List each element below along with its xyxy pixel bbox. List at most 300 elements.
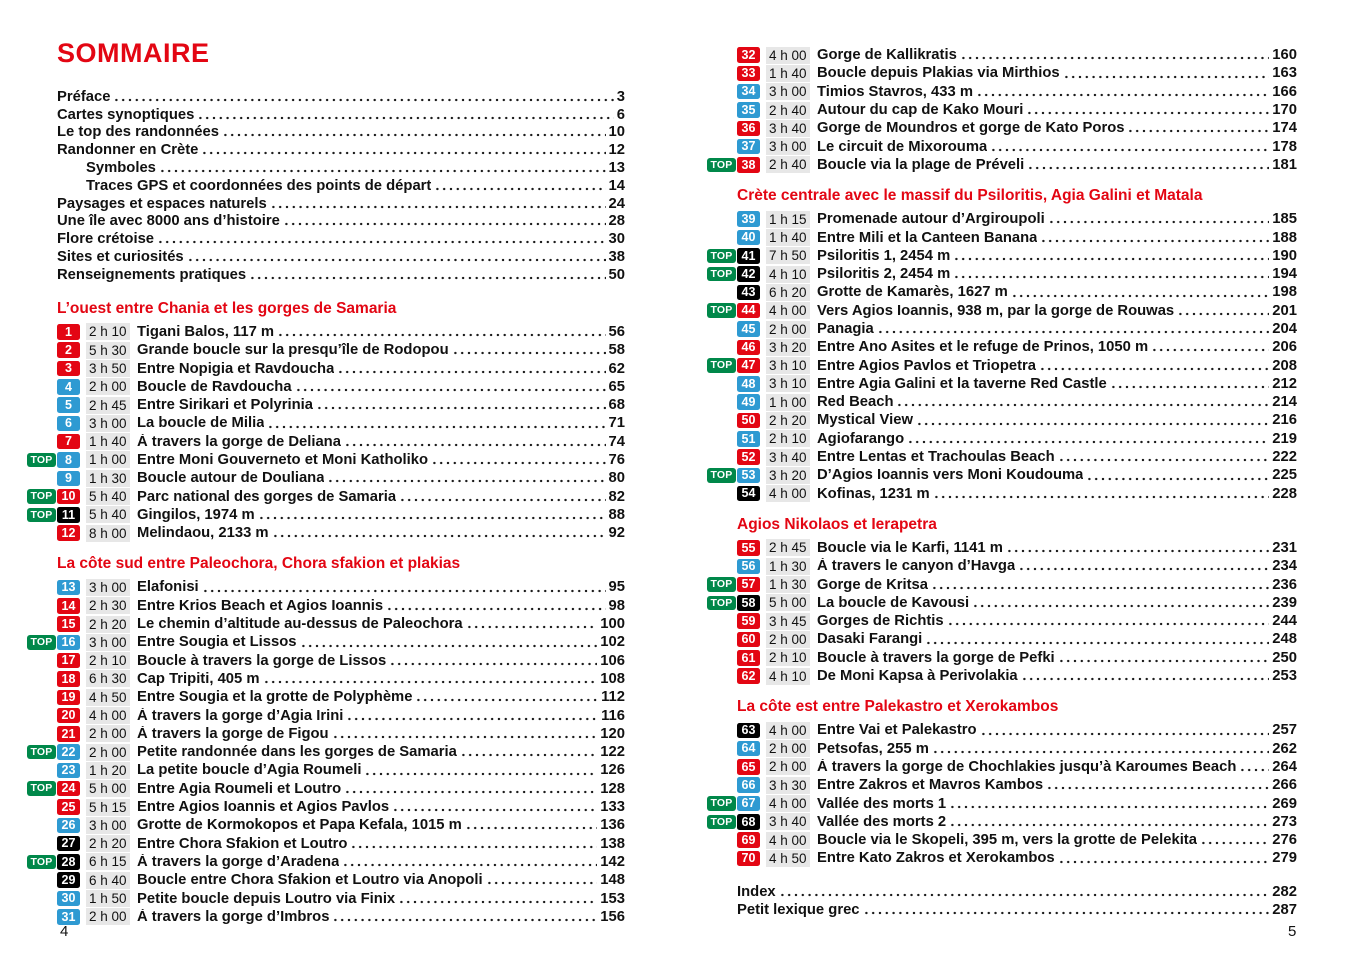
page-ref: 273 [1272,813,1297,830]
duration-chip: 4 h 50 [86,689,130,706]
trail-title: Entre Sougia et la grotte de Polyphème [137,689,413,706]
toc-trail-entry [737,649,1297,667]
dot-leader [1200,840,1269,846]
duration-chip: 2 h 45 [86,397,130,414]
page-ref: 174 [1272,120,1297,137]
dot-leader [916,421,1269,427]
trail-number-badge: 64 [737,741,760,757]
dot-leader [272,533,606,539]
front-matter-row-label: Paysages et espaces naturels [57,195,267,212]
top-badge-slot [707,265,736,283]
toc-trail-entry [57,341,625,359]
page-ref: 95 [608,579,625,596]
page-ref: 108 [600,670,625,687]
toc-trail-entry [57,359,625,377]
dot-leader [1063,74,1270,80]
toc-trail-entry [737,849,1297,867]
toc-trail-entry [737,831,1297,849]
trail-title: Entre Kato Zakros et Xerokambos [817,850,1055,867]
page-ref: 28 [608,213,625,230]
front-matter-row-label: Le top des randonnées [57,124,219,141]
top-badge-slot [707,794,736,812]
page-ref: 56 [608,323,625,340]
top-badge-slot [707,466,736,484]
front-matter-row-label: Traces GPS et coordonnées des points de départ [86,177,432,194]
page-ref: 204 [1272,321,1297,337]
toc-trail-entry [737,101,1297,119]
duration-chip: 5 h 40 [86,488,130,505]
front-matter-row-label: Symboles [86,160,156,177]
trail-number-badge: 63 [737,723,760,739]
trail-title: Gorge de Kallikratis [817,47,957,64]
dot-leader [113,97,613,103]
dot-leader [399,497,605,503]
page-ref: 212 [1272,375,1297,392]
toc-trail-entry [737,485,1297,503]
trail-number-badge: 60 [737,632,760,648]
trail-title: Parc national des gorges de Samaria [137,488,397,505]
duration-chip: 3 h 10 [766,357,810,374]
toc-trail-entry [710,265,1297,283]
section-heading: Agios Nikolaos et Ierapetra [737,515,937,533]
page-ref: 133 [600,799,625,816]
trail-number-badge: 59 [737,613,760,629]
trail-title: La petite boucle d’Agia Roumeli [137,762,362,779]
trail-title: Entre Zakros et Mavros Kambos [817,777,1044,794]
duration-chip: 2 h 10 [86,652,130,669]
page-ref: 253 [1272,668,1297,685]
front-matter-row-label: Renseignements pratiques [57,266,247,283]
dot-leader [415,697,598,703]
folio-right: 5 [1288,923,1297,940]
duration-chip: 4 h 00 [766,485,810,502]
toc-trail-entry [57,761,625,779]
duration-chip: 2 h 00 [766,321,810,338]
trail-number-badge: 39 [737,211,760,227]
page-ref: 3 [616,88,625,105]
front-matter-row-label: Randonner en Crète [57,142,199,159]
toc-trail-entry [737,338,1297,356]
page-ref: 214 [1272,394,1297,411]
folio-left: 4 [60,923,69,940]
dot-leader [1239,767,1269,773]
toc-trail-entry [57,871,625,889]
trail-title: Elafonisi [137,579,199,596]
page-ref: 244 [1272,613,1297,630]
top-badge: TOP [707,596,736,611]
dot-leader [953,256,1269,262]
trail-number-badge: 66 [737,777,760,793]
trail-title: Boucle de Ravdoucha [137,378,292,395]
top-badge-slot [707,813,736,831]
dot-leader [1011,293,1269,299]
page-ref: 82 [608,488,625,505]
page-ref: 208 [1272,357,1297,374]
page-ref: 88 [608,506,625,523]
page-ref: 100 [600,616,625,633]
left-page-column [30,38,625,926]
page-ref: 250 [1272,649,1297,666]
toc-trail-entry [710,466,1297,484]
trail-number-badge: 48 [737,376,760,392]
dot-leader [300,643,598,649]
toc-trail-entry [57,670,625,688]
end-matter-row-label: Petit lexique grec [737,902,860,919]
page-ref: 190 [1272,247,1297,264]
dot-leader [197,115,613,121]
page-ref: 120 [600,725,625,742]
duration-chip: 1 h 15 [766,211,810,228]
trail-title: Gingilos, 1974 m [137,506,255,523]
dot-leader [277,332,605,338]
toc-trail-entry [30,743,625,761]
page-ref: 269 [1272,795,1297,812]
toc-trail-entry [30,780,625,798]
trail-title: Gorge de Moundros et gorge de Kato Poros [817,120,1125,137]
duration-chip: 2 h 20 [766,412,810,429]
duration-chip: 5 h 30 [86,342,130,359]
trail-number-badge: 30 [57,891,80,907]
dot-leader [980,731,1270,737]
toc-trail-entry [710,302,1297,320]
dot-leader [925,640,1269,646]
page-ref: 156 [600,908,625,925]
trail-title: Entre Chora Sfakion et Loutro [137,835,348,852]
toc-trail-entry [737,210,1297,228]
trail-title: Le chemin d’altitude au-dessus de Paleochora [137,616,463,633]
trail-number-badge: 36 [737,121,760,137]
trail-title: Boucle via le Skopeli, 395 m, vers la grotte de Pelekita [817,832,1197,849]
end-matter-list [737,884,1297,920]
page-ref: 106 [600,652,625,669]
dot-leader [1127,128,1269,134]
page-ref: 10 [608,124,625,141]
duration-chip: 2 h 00 [766,631,810,648]
trail-number-badge: 57 [737,577,760,593]
trail-title: Entre Moni Gouverneto et Moni Katholiko [137,451,429,468]
dot-leader [960,55,1269,61]
trail-number-badge: 35 [737,102,760,118]
page-ref: 92 [608,525,625,542]
top-badge: TOP [707,358,736,373]
dot-leader [187,257,606,263]
trail-number-badge: 49 [737,394,760,410]
toc-trail-entry [710,575,1297,593]
toc-trail-entry [57,323,625,341]
top-badge-slot [707,302,736,320]
front-matter-row [57,124,625,142]
trail-title: Agiofarango [817,430,905,447]
trail-number-badge: 55 [737,540,760,556]
page-ref: 188 [1272,229,1297,246]
page-ref: 236 [1272,576,1297,593]
toc-trail-entry [737,667,1297,685]
page-ref: 225 [1272,467,1297,484]
trail-title: À travers la gorge de Chochlakies jusqu’à Karoumes Beach [817,758,1237,775]
toc-trail-entry [737,776,1297,794]
trail-number-badge: 27 [57,836,80,852]
duration-chip: 6 h 20 [766,284,810,301]
trail-number-badge: 58 [737,595,760,611]
trail-number-badge: 16 [57,635,80,651]
trail-number-badge: 7 [57,434,80,450]
front-matter-row-label: Sites et curiosités [57,249,184,266]
page-ref: 65 [608,378,625,395]
trail-title: Panagia [817,321,874,337]
duration-chip: 2 h 00 [86,908,130,925]
trail-number-badge: 5 [57,397,80,413]
toc-trail-entry [737,228,1297,246]
dot-leader [157,239,605,245]
trail-number-badge: 70 [737,851,760,867]
trail-title: Grotte de Kamarès, 1627 m [817,284,1008,301]
page-ref: 126 [600,762,625,779]
duration-chip: 1 h 30 [766,576,810,593]
duration-chip: 3 h 00 [86,634,130,651]
toc-trail-entry [57,597,625,615]
dot-leader [202,588,606,594]
trail-title: Entre Krios Beach et Agios Ioannis [137,597,384,614]
top-badge-slot [707,594,736,612]
dot-leader [907,439,1269,445]
trail-title: De Moni Kapsa à Perivolakia [817,668,1018,685]
trail-number-badge: 61 [737,650,760,666]
trail-number-badge: 51 [737,431,760,447]
trail-title: À travers la gorge de Deliana [137,433,341,450]
trail-number-badge: 54 [737,486,760,502]
toc-trail-entry [737,411,1297,429]
duration-chip: 1 h 00 [766,394,810,411]
toc-trail-entry [57,396,625,414]
dot-leader [316,405,606,411]
dot-leader [364,771,597,777]
page-ref: 128 [600,780,625,797]
trail-title: À travers la gorge d’Agia Irini [137,707,344,724]
trail-title: Red Beach [817,394,894,411]
dot-leader [283,221,606,227]
duration-chip: 4 h 00 [766,795,810,812]
page-ref: 216 [1272,412,1297,429]
trail-title: Entre Agios Ioannis et Agios Pavlos [137,799,390,816]
trail-number-badge: 24 [57,781,80,797]
page-ref: 68 [608,397,625,414]
trail-title: Psiloritis 2, 2454 m [817,266,951,283]
page-ref: 266 [1272,777,1297,794]
front-matter-row-label: Cartes synoptiques [57,106,195,123]
dot-leader [392,807,597,813]
page-ref: 98 [608,597,625,614]
page-ref: 170 [1272,102,1297,119]
dot-leader [434,186,605,192]
top-badge: TOP [707,796,736,811]
trail-number-badge: 41 [737,248,760,264]
trail-title: Dasaki Farangi [817,631,923,648]
top-badge-slot [27,633,56,651]
page-ref: 194 [1272,266,1297,283]
dot-leader [779,892,1270,898]
page-ref: 102 [600,634,625,651]
page-ref: 163 [1272,65,1297,82]
trail-number-badge: 67 [737,796,760,812]
trail-number-badge: 52 [737,449,760,465]
front-matter-row-label: Préface [57,88,111,105]
dot-leader [953,274,1269,280]
toc-trail-entry [57,889,625,907]
trail-number-badge: 68 [737,814,760,830]
dot-leader [1177,311,1269,317]
toc-trail-entry [710,247,1297,265]
trail-title: Timios Stavros, 433 m [817,83,973,100]
duration-chip: 5 h 15 [86,799,130,816]
front-matter-row [57,106,625,124]
toc-trail-entry [57,688,625,706]
trail-number-badge: 40 [737,230,760,246]
section-heading: Crète centrale avec le massif du Psiloritis, Agia Galini et Matala [737,187,1203,205]
dot-leader [1046,785,1269,791]
left-sections [30,299,625,926]
dot-leader [949,804,1269,810]
page-ref: 13 [608,160,625,177]
duration-chip: 2 h 30 [86,597,130,614]
top-badge-slot [707,356,736,374]
duration-chip: 3 h 00 [766,138,810,155]
page-ref: 12 [608,142,625,159]
toc-trail-entry [57,414,625,432]
duration-chip: 2 h 00 [766,758,810,775]
duration-chip: 6 h 30 [86,670,130,687]
dot-leader [327,478,605,484]
trail-title: Mystical View [817,412,913,429]
top-badge: TOP [707,303,736,318]
duration-chip: 4 h 00 [766,47,810,64]
top-badge: TOP [27,453,56,468]
trail-number-badge: 29 [57,872,80,888]
page-ref: 142 [600,853,625,870]
toc-trail-entry [737,283,1297,301]
duration-chip: 4 h 10 [766,266,810,283]
front-matter-row-label: Flore crétoise [57,231,155,248]
dot-leader [344,442,606,448]
top-badge: TOP [27,855,56,870]
dot-leader [342,862,597,868]
duration-chip: 4 h 00 [766,832,810,849]
trail-number-badge: 22 [57,744,80,760]
front-matter-row [57,266,625,284]
dot-leader [1048,219,1270,225]
page-ref: 138 [600,835,625,852]
toc-trail-entry [57,378,625,396]
toc-trail-entry [30,451,625,469]
duration-chip: 3 h 40 [766,449,810,466]
top-badge: TOP [707,249,736,264]
top-badge: TOP [707,158,736,173]
dot-leader [431,460,606,466]
dot-leader [1086,476,1269,482]
toc-trail-entry [710,813,1297,831]
duration-chip: 2 h 20 [86,835,130,852]
duration-chip: 4 h 00 [766,722,810,739]
trail-title: Petite randonnée dans les gorges de Samaria [137,744,457,761]
dot-leader [270,204,606,210]
duration-chip: 2 h 00 [86,725,130,742]
dot-leader [460,752,597,758]
page-ref: 219 [1272,430,1297,447]
top-badge-slot [27,487,56,505]
page-ref: 222 [1272,449,1297,466]
dot-leader [466,624,598,630]
trail-title: Boucle à travers la gorge de Lissos [137,652,387,669]
page-ref: 14 [608,177,625,194]
page-ref: 178 [1272,138,1297,155]
trail-title: Kofinas, 1231 m [817,485,930,502]
dot-leader [350,844,597,850]
right-page-column [710,46,1297,919]
toc-trail-entry [737,758,1297,776]
duration-chip: 1 h 30 [86,470,130,487]
duration-chip: 2 h 00 [86,378,130,395]
trail-title: Autour du cap de Kako Mouri [817,102,1024,119]
trail-number-badge: 42 [737,266,760,282]
top-badge-slot [27,451,56,469]
trail-number-badge: 50 [737,413,760,429]
dot-leader [332,734,598,740]
top-badge: TOP [27,781,56,796]
trail-title: Entre Vai et Palekastro [817,722,977,739]
trail-title: Entre Nopigia et Ravdoucha [137,360,335,377]
trail-number-badge: 25 [57,799,80,815]
dot-leader [949,822,1269,828]
duration-chip: 1 h 40 [766,65,810,82]
trail-title: Boucle via le Karfi, 1141 m [817,539,1003,556]
page-ref: 148 [600,872,625,889]
dot-leader [932,749,1269,755]
page-ref: 50 [608,266,625,283]
dot-leader [877,329,1270,335]
trail-title: Le circuit de Mixorouma [817,138,988,155]
toc-trail-entry [57,433,625,451]
page-ref: 160 [1272,47,1297,64]
trail-number-badge: 26 [57,818,80,834]
toc-trail-entry [710,356,1297,374]
duration-chip: 5 h 40 [86,506,130,523]
trail-number-badge: 65 [737,759,760,775]
trail-title: Entre Lentas et Trachoulas Beach [817,449,1055,466]
dot-leader [267,424,605,430]
dot-leader [972,603,1269,609]
duration-chip: 2 h 00 [766,740,810,757]
toc-trail-entry [57,652,625,670]
front-matter-row [57,230,625,248]
trail-title: Melindaou, 2133 m [137,525,269,542]
trail-number-badge: 4 [57,379,80,395]
trail-title: Promenade autour d’Argiroupoli [817,211,1045,228]
dot-leader [258,515,606,521]
dot-leader [386,606,605,612]
duration-chip: 2 h 40 [766,156,810,173]
page-ref: 206 [1272,339,1297,356]
toc-trail-entry [737,137,1297,155]
duration-chip: 1 h 40 [766,229,810,246]
trail-title: Grande boucle sur la presqu’île de Rodopou [137,342,449,359]
trail-title: La boucle de Milia [137,415,265,432]
trail-number-badge: 11 [57,507,80,523]
trail-title: Cap Tripiti, 405 m [137,670,260,687]
dot-leader [486,880,598,886]
trail-title: À travers la gorge d’Imbros [137,908,330,925]
dot-leader [933,494,1270,500]
trail-number-badge: 6 [57,416,80,432]
dot-leader [344,789,597,795]
